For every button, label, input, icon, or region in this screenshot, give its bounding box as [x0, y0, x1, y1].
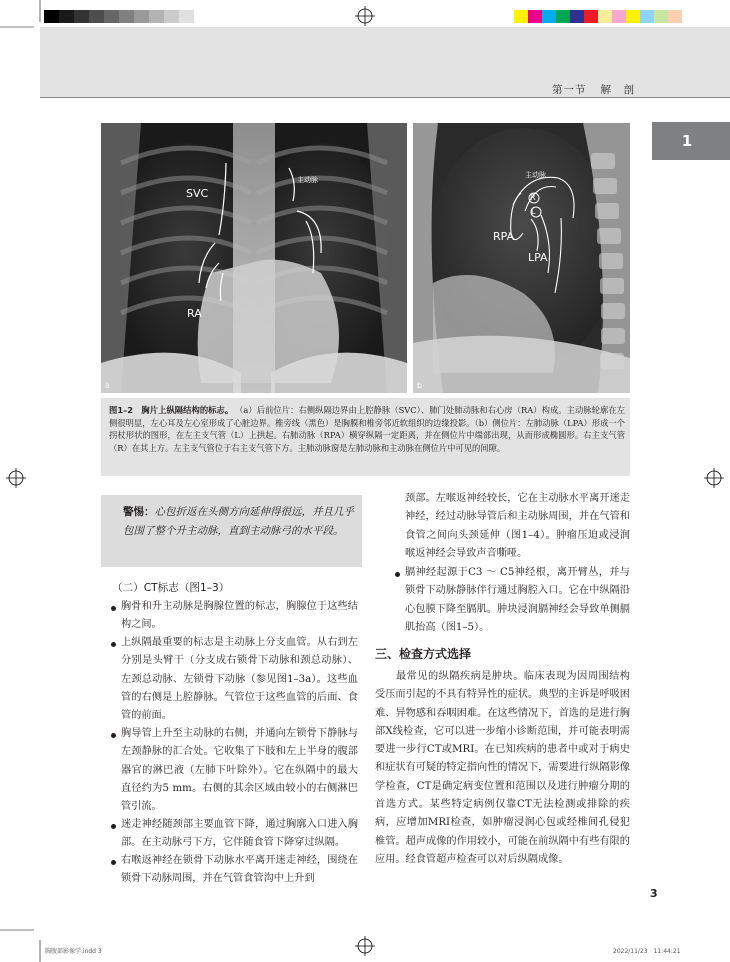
label-ra: RA: [187, 307, 202, 320]
bullet-dot: [395, 572, 400, 577]
label-l: L: [531, 207, 536, 216]
figure-caption-text: （a）后前位片：右侧纵隔边界由上腔静脉（SVC）、肺门处肺动脉和右心房（RA）构成。主动脉轮廓在左侧很明显，左心耳及左心室形成了心脏边界。椎旁线（黑色）是胸膜和椎旁邻近软组织的边缘投影。（b）侧位片：左肺动脉（LPA）形成一个拐杖形状的图形，在左主支气管（L）上拱起。右肺动脉（RPA）横穿纵隔一定距离，并在侧位片中端部出现，从而形成椭圆形。右主支气管（R）在其上方。左主支气管位于右主支气管下方。主肺动脉窗是左肺动脉和主动脉在侧位片中可见的间隙。: [109, 405, 625, 453]
chapter-number: 1: [681, 132, 693, 150]
xray-image-pa: [101, 123, 407, 393]
slug-timestamp: 2022/11/23 11:44:21: [613, 948, 681, 955]
recurrent-nerve-continuation: 颈部。左喉返神经较长，它在主动脉水平离开迷走神经，经过动脉导管后和主动脉周围，并在气管和食管之间向头颈延伸（图1–4）。肿瘤压迫或浸润喉返神经会导致声音嘶哑。: [405, 493, 630, 559]
figure-caption: [109, 404, 625, 454]
bullet-dot: [111, 733, 116, 738]
warning-label: 警惕：: [123, 506, 155, 518]
ct-bullet-4: 迷走神经随颈部主要血管下降，通过胸廓入口进入胸部。在主动脉弓下方，它伴随食管下降穿过纵隔。: [121, 819, 358, 849]
panel-label-b: b: [417, 381, 423, 390]
xray-pa-drawing: [101, 123, 407, 393]
xray-lateral-drawing: [413, 123, 630, 393]
page-number: 3: [650, 887, 658, 900]
ct-section-heading: （二）CT标志（图1–3）: [112, 582, 230, 594]
xray-image-lateral: [413, 123, 630, 393]
bullet-dot: [111, 606, 116, 611]
figure-caption-box: [101, 398, 630, 476]
panel-label-a: a: [105, 381, 110, 390]
section-3-body: 最常见的纵隔疾病是肿块。临床表现为因周围结构受压而引起的不具有特异性的症状。典型的主诉是呼吸困难、异物感和吞咽困难。在这些情况下，首选的是进行胸部X线检查，它可以进一步缩小诊断范围，并可能表明需要进一步行CT或MRI。在已知疾病的患者中或对于病史和症状有可疑的特定指向性的情况下，需要进行纵隔影像学检查，CT是确定病变位置和范围以及进行肿瘤分期的首选方式。某些特定病例仅靠CT无法检测或排除的疾病，应增加MRI检查，如肿瘤浸润心包或经椎间孔侵犯椎管。超声成像的作用较小，可能在前纵隔中有些有限的应用。经食管超声检查可以对后纵隔成像。: [375, 671, 630, 865]
ct-bullet-5: 右喉返神经在锁骨下动脉水平离开迷走神经，围绕在锁骨下动脉周围，并在气管食管沟中上升到: [121, 855, 358, 885]
label-lpa: LPA: [528, 251, 548, 264]
warning-text: 心包折返在头侧方向延伸得很远，并且几乎包围了整个升主动脉，直到主动脉弓的水平段。: [123, 506, 354, 537]
section-number: 第一节: [552, 84, 587, 96]
ct-bullet-2: 上纵隔最重要的标志是主动脉上分支血管。从右到左分别是头臂干（分支成右锁骨下动脉和颈总动脉）、左颈总动脉、左锁骨下动脉（参见图1–3a）。这些血管的右侧是上腔静脉。气管位于这些血管的后面、食管的前面。: [121, 637, 358, 722]
label-aorta: 主动脉: [297, 176, 318, 184]
label-aorta-lateral: 主动脉: [525, 171, 546, 179]
bullet-dot: [111, 860, 116, 865]
running-head: [552, 82, 635, 97]
bullet-dot: [111, 642, 116, 647]
phrenic-nerve-bullet: 膈神经起源于C3 ～ C5神经根，离开臂丛，并与锁骨下动脉静脉伴行通过胸腔入口。它在中纵隔沿心包膜下降至膈肌。肿块浸润膈神经会导致单侧膈肌抬高（图1–5）。: [405, 567, 630, 633]
warning-box: [101, 495, 362, 567]
label-r: R: [530, 193, 536, 202]
section-title: 解 剖: [600, 84, 635, 96]
header-rule: [40, 97, 730, 98]
slug-filename: 胸腹部影像学.indd 3: [45, 948, 102, 955]
chapter-tab: [652, 122, 730, 160]
figure-caption-label: 图1–2 胸片上纵隔结构的标志。: [109, 405, 234, 415]
bullet-dot: [111, 824, 116, 829]
ct-bullet-1: 胸骨和升主动脉是胸腺位置的标志，胸腺位于这些结构之间。: [121, 601, 358, 631]
ct-bullet-3: 胸导管上升至主动脉的右侧，并通向左锁骨下静脉与左颈静脉的汇合处。它收集了下肢和左上半身的腹部器官的淋巴液（左肺下叶除外）。它在纵隔中的最大直径约为5 mm。右侧的其余区域由较小的右侧淋巴管引流。: [121, 728, 358, 813]
label-svc: SVC: [186, 187, 209, 200]
section-3-heading: 三、检查方式选择: [375, 647, 472, 661]
label-rpa: RPA: [493, 230, 515, 243]
warning-note: [123, 503, 355, 540]
